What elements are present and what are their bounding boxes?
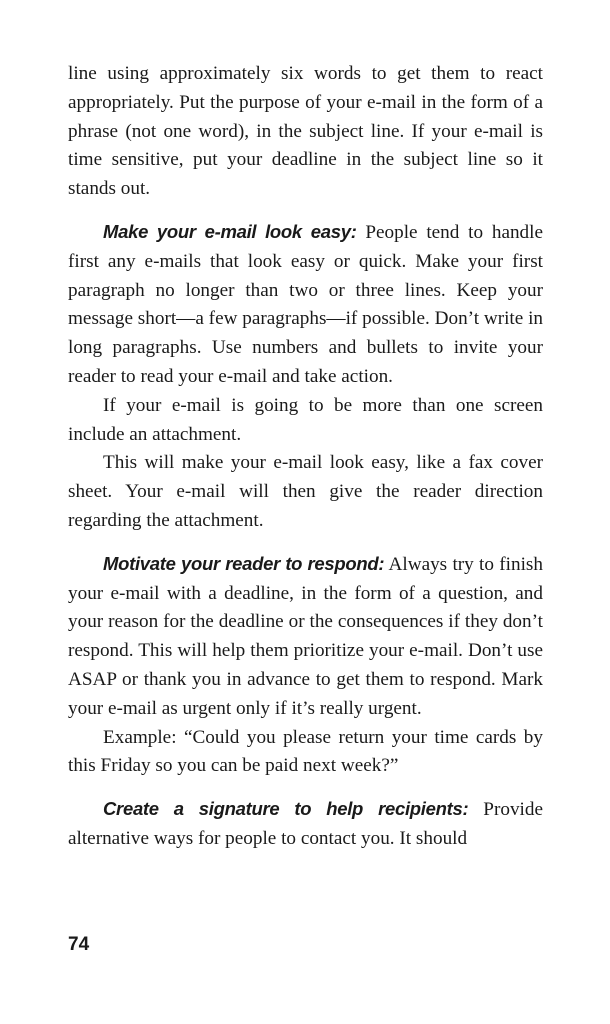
paragraph-text: line using approximately six words to get them to react appropriately. Put the purpose of your e-mail in the form of a phrase (not one word), in the subject line. If your e-mail is time sensitive, put your deadline in the subject line so it stands out. <box>68 63 543 200</box>
paragraph-attachment <box>68 392 543 450</box>
paragraph-look-easy <box>68 218 543 392</box>
run-in-heading-signature: Create a signature to help recipients: <box>103 798 469 820</box>
run-in-heading-motivate: Motivate your reader to respond: <box>103 552 385 574</box>
run-in-heading-look-easy: Make your e-mail look easy: <box>103 220 357 242</box>
paragraph-text: People tend to handle first any e-mails that look easy or quick. Make your first paragraph no longer than two or three lines. Keep your message short—a few paragraphs—if possible. Don’t write in long paragraphs. Use numbers and bullets to invite your reader to read your e-mail and take action. <box>68 221 543 387</box>
paragraph-text: If your e-mail is going to be more than one screen include an attachment. <box>68 394 543 445</box>
paragraph-text: Example: “Could you please return your time cards by this Friday so you can be paid next week?” <box>68 726 543 777</box>
paragraph-fax-cover <box>68 449 543 535</box>
paragraph-text: Provide alternative ways for people to contact you. It should <box>68 799 543 849</box>
page-body <box>68 60 543 854</box>
paragraph-motivate <box>68 550 543 724</box>
paragraph-example <box>68 724 543 782</box>
paragraph-text: Always try to finish your e-mail with a deadline, in the form of a question, and your reason for the deadline or the consequences if they don’t respond. This will help them prioritize your e-mail. Don’t use ASAP or thank you in advance to get them to respond. Mark your e-mail as urgent only if it’s really urgent. <box>68 553 543 719</box>
page-number: 74 <box>68 934 90 955</box>
paragraph-text: This will make your e-mail look easy, like a fax cover sheet. Your e-mail will then give the reader direction regarding the attachment. <box>68 452 543 531</box>
paragraph-signature <box>68 795 543 854</box>
paragraph-subject-line <box>68 60 543 204</box>
